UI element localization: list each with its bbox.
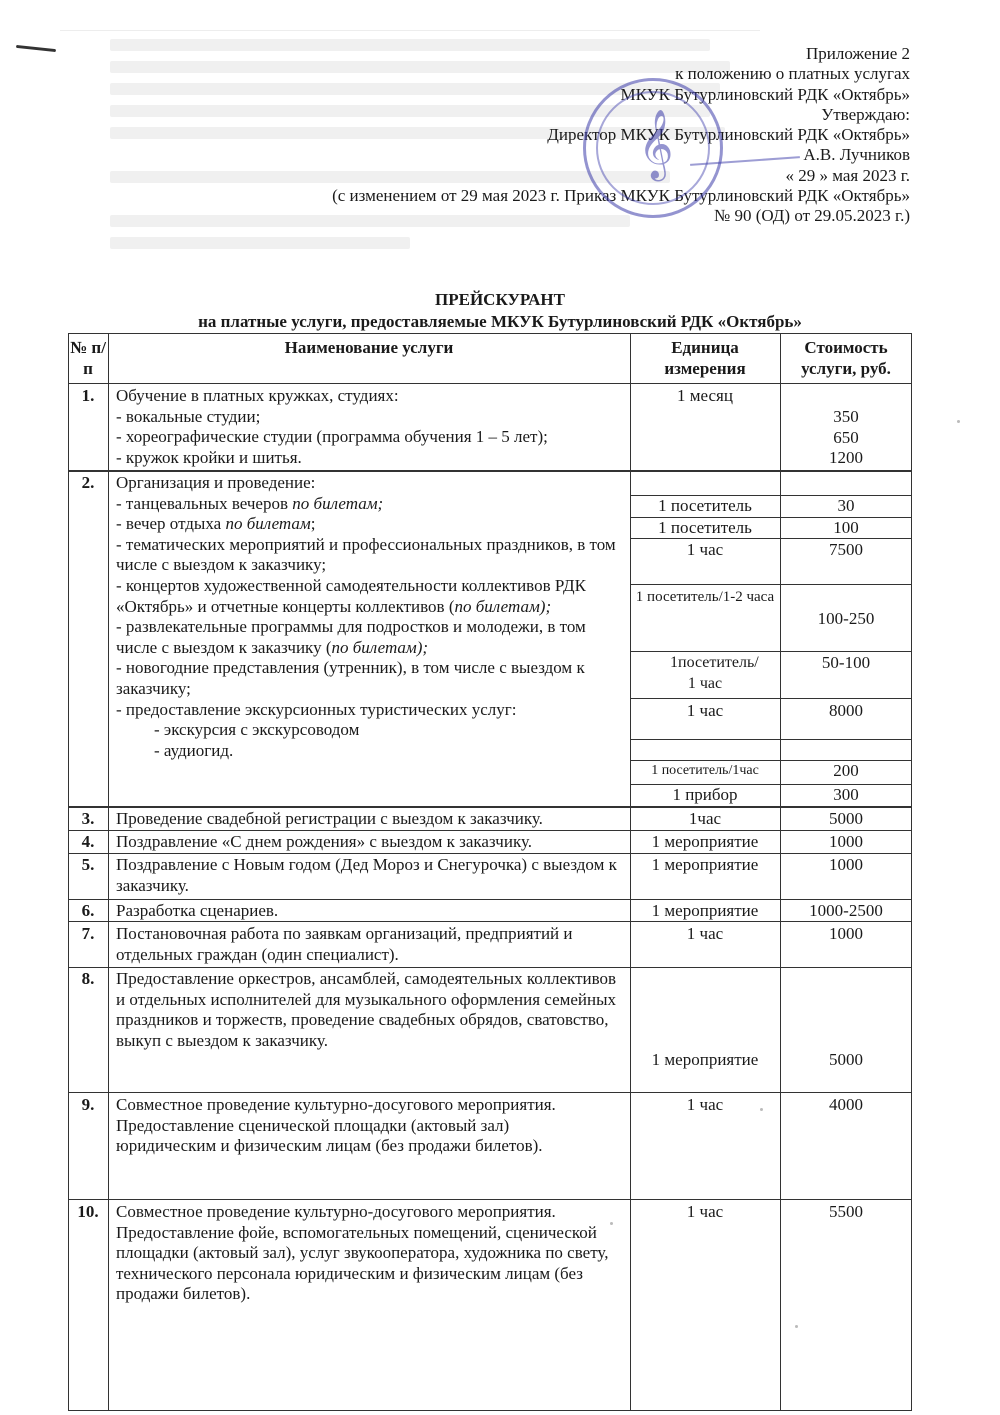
service-name: Совместное проведение культурно-досугового мероприятия. Предоставление фойе, вспомогательных помещений, сценической площадки (актовый зал), услуг звукооператора, художника по свету, технического персонала юридическим и физическим лицам (без продажи билетов). (116, 1202, 609, 1304)
unit: 1 час (686, 701, 724, 720)
row-number: 1. (81, 386, 95, 405)
unit: 1 прибор (672, 785, 738, 804)
pen-mark (16, 45, 56, 52)
row-number: 9. (81, 1095, 95, 1114)
service-item (116, 576, 616, 617)
header-unit: Единица измерения (664, 338, 746, 378)
official-stamp (583, 78, 723, 218)
row-number: 5. (81, 855, 95, 874)
price: 50-100 (821, 653, 871, 672)
unit: 1 посетитель (658, 518, 752, 537)
item-text: - танцевальных вечеров (116, 493, 293, 513)
unit: 1 мероприятие (651, 855, 759, 874)
row-number: 2. (81, 473, 95, 492)
service-name: Поздравление с Новым годом (Дед Мороз и Снегурочка) с выездом к заказчику. (116, 855, 617, 895)
unit: 1 час (686, 540, 724, 559)
unit: 1 час (686, 924, 724, 943)
price: 200 (833, 761, 859, 780)
header-name: Наименование услуги (284, 338, 454, 357)
service-heading: Организация и проведение: (116, 473, 316, 492)
item-tail: ; (310, 514, 316, 534)
unit: 1час (688, 809, 722, 828)
item-note: по билетам); (454, 596, 552, 616)
header-num: № п/п (70, 338, 106, 378)
row-number: 10. (77, 1202, 99, 1221)
unit: 1 месяц (677, 386, 733, 405)
item-note: по билетам); (331, 637, 429, 657)
service-item: - тематических мероприятий и профессиональных праздников, в том числе с выездом к заказчику; (116, 534, 616, 575)
row-number: 6. (81, 901, 95, 920)
item-text: - вечер отдыха (116, 514, 226, 534)
service-name (116, 386, 626, 468)
price: 5000 (829, 1050, 863, 1069)
approval-date: « 29 » мая 2023 г. (785, 165, 910, 185)
service-item: - вокальные студии; (116, 406, 261, 426)
unit: 1 мероприятие (651, 901, 759, 920)
scan-speck (957, 420, 960, 423)
price: 8000 (829, 701, 863, 720)
regulation-ref: к положению о платных услугах (675, 64, 910, 84)
service-item: - аудиогид. (154, 740, 234, 760)
item-text: - концертов художественной самодеятельности коллективов РДК «Октябрь» и отчетные концерты коллективов ( (116, 575, 586, 616)
price: 100 (833, 518, 859, 537)
item-text: - развлекательные программы для подростков и молодежи, в том числе с выездом к заказчику ( (116, 617, 586, 657)
price: 7500 (829, 540, 863, 559)
item-note: по билетам (225, 514, 311, 534)
price: 1000 (829, 832, 863, 851)
unit: 1 мероприятие (651, 1050, 759, 1069)
row-number: 4. (81, 832, 95, 851)
service-name: Проведение свадебной регистрации с выездом к заказчику. (116, 809, 543, 828)
service-heading: Обучение в платных кружках, студиях: (116, 386, 399, 405)
unit: 1 посетитель (658, 496, 752, 515)
price: 30 (837, 496, 855, 515)
service-item: - новогодние представления (утренник), в том числе с выездом к заказчику; (116, 658, 585, 698)
price: 5500 (829, 1202, 863, 1221)
header-price: Стоимость услуги, руб. (801, 338, 891, 378)
row-number: 7. (81, 924, 95, 943)
service-item: - предоставление экскурсионных туристических услуг: (116, 699, 517, 719)
service-item: - экскурсия с экскурсоводом (154, 720, 360, 740)
unit: 1 посетитель/1-2 часа (635, 589, 775, 605)
row-number: 3. (81, 809, 95, 828)
service-item: - хореографические студии (программа обучения 1 – 5 лет); (116, 427, 548, 447)
unit: 1 посетитель/1час (651, 763, 759, 778)
unit: 1посетитель/ 1 час (670, 654, 759, 692)
appendix-label: Приложение 2 (806, 44, 910, 63)
price: 5000 (829, 809, 863, 828)
price (780, 407, 912, 469)
service-item (116, 494, 616, 515)
row-number: 8. (81, 969, 95, 988)
price-table (68, 333, 912, 1411)
order-number: № 90 (ОД) от 29.05.2023 г.) (714, 206, 910, 226)
price: 300 (833, 785, 859, 804)
director-name: А.В. Лучников (803, 145, 910, 165)
unit: 1 мероприятие (651, 832, 759, 851)
service-name: Предоставление оркестров, ансамблей, самодеятельных коллективов и отдельных исполнителей для музыкального оформления семейных праздников и торжеств, проведение свадебных обрядов, сватовство, выкуп с выездом к заказчику. (116, 969, 617, 1050)
service-name (116, 473, 616, 761)
scan-speck (760, 1108, 763, 1111)
price-value: 650 (833, 427, 859, 447)
price: 1000 (829, 855, 863, 874)
approve-label: Утверждаю: (821, 104, 910, 124)
item-note: по билетам; (292, 493, 384, 513)
service-item: - кружок кройки и шитья. (116, 447, 302, 467)
document-title: ПРЕЙСКУРАНТ (435, 290, 565, 309)
price-value: 350 (833, 407, 859, 426)
document-subtitle: на платные услуги, предоставляемые МКУК Бутурлиновский РДК «Октябрь» (198, 312, 802, 331)
unit: 1 час (686, 1202, 724, 1221)
service-name: Совместное проведение культурно-досугового мероприятия. Предоставление сценической площадки (актовый зал) юридическим и физическим лицам (без продажи билетов). (116, 1095, 556, 1156)
price: 100-250 (817, 609, 875, 628)
price: 1000-2500 (809, 901, 883, 920)
org-name: МКУК Бутурлиновский РДК «Октябрь» (620, 84, 910, 104)
amendment-note: (с изменением от 29 мая 2023 г. Приказ МКУК Бутурлиновский РДК «Октябрь» (332, 186, 910, 206)
service-item (116, 514, 616, 535)
service-name: Постановочная работа по заявкам организаций, предприятий и отдельных граждан (один специалист). (116, 924, 573, 964)
service-item (116, 617, 616, 658)
director-title: Директор МКУК Бутурлиновский РДК «Октябрь» (547, 125, 910, 145)
service-name: Разработка сценариев. (116, 901, 279, 920)
price: 1000 (829, 924, 863, 943)
unit: 1 час (686, 1095, 724, 1114)
price: 4000 (829, 1095, 863, 1114)
scan-speck (610, 1222, 613, 1225)
price-value: 1200 (829, 448, 863, 468)
scan-speck (795, 1325, 798, 1328)
treble-clef-icon: 𝄞 (638, 109, 674, 179)
service-name: Поздравление «С днем рождения» с выездом к заказчику. (116, 832, 533, 851)
